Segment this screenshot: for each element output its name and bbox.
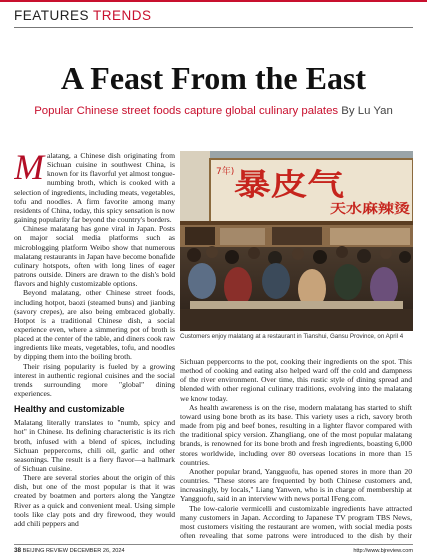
byline: By Lu Yan	[341, 105, 393, 117]
article-paragraph: Another popular brand, Yangguofu, has opened stores in more than 20 countries. "These stores are frequented by both Chinese customers and, increasingly, by locals," Liang Yanwen, who is in charge of membership at Yangguofu, said in an interview with news portal IFeng.com.	[180, 466, 412, 504]
page-number: 38	[14, 547, 22, 554]
lead-text: alatang, a Chinese dish originating from Sichuan cuisine in southwest China, is known for its flavorful yet almost tongue-numbing broth, which is cooked with a selection of ingredients, including meats, vegetables, tofu and noodles. A firm favorite among many residents of China, today, this spicy sensation is now gaining popularity far beyond the country's borders.	[14, 151, 175, 225]
photo-caption: Customers enjoy malatang at a restaurant in Tianshui, Gansu Province, on April 4	[180, 333, 404, 340]
article-subheading: Healthy and customizable	[14, 404, 125, 415]
article-paragraph: As health awareness is on the rise, modern malatang has started to shift toward using bone broth as its base. This variety uses a rich, savory broth made from pig and beef bones, resulting in a lighter flavor compared with the traditional spicy version. Zhangliang, one of the most popular malatang brands, is renowned for its bone broth and fresh ingredients, boasting 6,000 stores worldwide, including over 80 overseas locations in more than 15 countries.	[180, 402, 412, 467]
article-paragraph: Sichuan peppercorns to the pot, cooking their ingredients on the spot. This method of cooking and eating also helped ward off the cold and dampness of the river environment. Over time, this rustic style of dining spread and blended with other regional culinary traditions, evolving into the malatang we know today.	[180, 357, 412, 403]
section-sublabel: TRENDS	[93, 8, 152, 23]
article-column-left	[14, 151, 175, 541]
article-paragraph: Beyond malatang, other Chinese street foods, including hotpot, baozi (steamed buns) and jianbing (savory crepes), are also being embraced globally. Hotpot is a traditional Chinese dish, a social experience even, where a simmering pot of broth is placed at the center of the table, and diners cook raw ingredients like meats, vegetables, tofu, and noodles by dipping them into the boiling broth.	[14, 288, 175, 362]
publication-name: BEIJING REVIEW DECEMBER 26, 2024	[22, 548, 125, 554]
article-column-right	[180, 357, 412, 541]
drop-cap: M	[14, 151, 44, 187]
restaurant-photo	[180, 151, 413, 331]
lead-paragraph	[14, 151, 175, 224]
dek: Popular Chinese street foods capture global culinary palates	[34, 105, 339, 117]
headline: A Feast From the East	[60, 60, 367, 96]
article-paragraph: Their rising popularity is fueled by a growing interest in authentic regional cuisines and the social trends surrounding more "global" dining experiences.	[14, 361, 175, 399]
article-paragraph: Malatang literally translates to "numb, spicy and hot" in Chinese. Its defining characteristic is its rich broth, infused with a blend of spices, including Sichuan peppercorns, chili oil, garlic and other seasonings. The result is a fiery flavor—a hallmark of Sichuan cuisine.	[14, 418, 175, 473]
footer-rule	[14, 544, 413, 545]
article-paragraph: Chinese malatang has gone viral in Japan. Posts on major social media platforms such as microblogging platform Weibo show that numerous malatang restaurants in Japan have become bonafide culinary hotspots, often with long lines of eager patrons outside. Diners are drawn to the dish's bold flavors and highly customizable options.	[14, 224, 175, 289]
footer-left	[14, 547, 125, 555]
restaurant-photo-illustration	[180, 151, 413, 331]
sign-main-text: 暴皮气	[234, 168, 344, 203]
top-accent-rule	[0, 0, 427, 2]
section-rule	[14, 27, 413, 28]
sign-sub-text: 天水麻辣烫	[330, 202, 396, 217]
section-label: FEATURES	[14, 8, 90, 23]
article-paragraph: The low-calorie vermicelli and customizable ingredients have attracted many customers in Japan. According to Japanese TV program TBS News, most customers visiting the restaurant are women, with social media posts often revealing that some patrons were introduced to the dish by their	[180, 503, 412, 540]
subhead	[0, 104, 427, 118]
footer-url[interactable]: http://www.bjreview.com	[353, 548, 413, 554]
sign-side-text: 7年)	[216, 167, 235, 177]
article-paragraph: There are several stories about the origin of this dish, but one of the most popular is that it was created by boatmen and porters along the Yangtze River as a quick and convenient meal. Using simple tools like clay pots and dry firewood, they would add chili peppers and	[14, 473, 175, 528]
section-header	[14, 8, 152, 24]
